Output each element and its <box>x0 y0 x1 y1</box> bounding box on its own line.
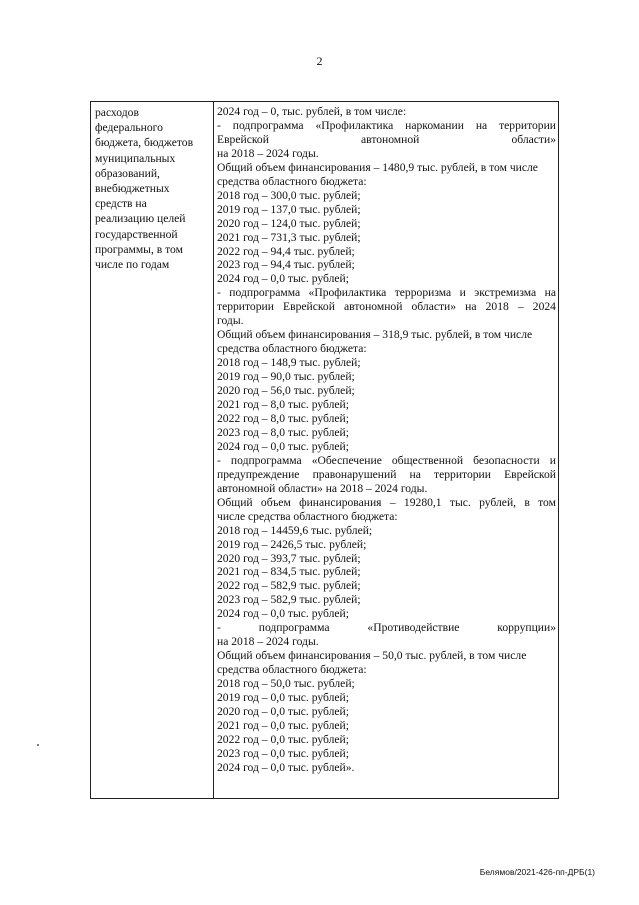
word: Еврейской <box>283 300 335 314</box>
word: – <box>517 300 524 314</box>
right-column-line: 2024 год – 0,0 тыс. рублей; <box>217 607 349 621</box>
left-column-line: государственной <box>95 227 178 241</box>
word: «Противодействие <box>367 621 460 635</box>
right-column-line: на 2018 – 2024 годы. <box>217 146 319 160</box>
word: в <box>524 495 530 509</box>
left-column-line: расходов <box>95 106 139 119</box>
right-column-line: 2024 год – 0,0 тыс. рублей; <box>217 439 349 453</box>
right-column-line: 2020 год – 393,7 тыс. рублей; <box>217 551 361 565</box>
word: на <box>544 286 556 300</box>
right-column-line: 2022 год – 0,0 тыс. рублей; <box>217 732 349 746</box>
left-column-line: средств на <box>95 197 147 211</box>
financing-table <box>90 101 559 799</box>
left-column-line: числе по годам <box>95 258 170 272</box>
right-column-line <box>217 286 556 300</box>
right-column-line: автономной области» на 2018 – 2024 годы. <box>217 481 428 495</box>
word: Еврейской <box>504 467 556 481</box>
word: рублей, <box>479 495 517 509</box>
right-column-line: 2020 год – 124,0 тыс. рублей; <box>217 216 361 230</box>
right-column-line <box>217 454 556 468</box>
word: финансирования <box>299 495 382 509</box>
word: на <box>475 118 488 132</box>
word: территории <box>217 300 274 314</box>
right-column-line: Общий объем финансирования – 318,9 тыс. рублей, в том числе <box>217 328 533 342</box>
right-column-line: 2022 год – 582,9 тыс. рублей; <box>217 579 361 593</box>
word: Общий <box>217 495 253 509</box>
word: коррупции» <box>497 621 556 635</box>
right-column-line: 2021 год – 834,5 тыс. рублей; <box>217 565 361 579</box>
word: области» <box>511 132 556 146</box>
right-column-line: 2020 год – 56,0 тыс. рублей; <box>217 384 355 398</box>
page-number: 2 <box>316 54 323 68</box>
right-column-line: средства областного бюджета: <box>217 663 367 677</box>
word: общественной <box>391 453 464 467</box>
word: территории <box>434 467 491 481</box>
left-column-line: программы, в том <box>95 242 183 256</box>
right-column-line: Общий объем финансирования – 50,0 тыс. рублей, в том числе <box>217 649 527 663</box>
word: терроризма <box>394 286 452 300</box>
word: - <box>217 286 221 300</box>
right-column-line: 2018 год – 14459,6 тыс. рублей; <box>217 523 373 537</box>
table-left-column <box>91 102 214 798</box>
word: 2018 <box>485 300 509 314</box>
right-column-line: 2024 год – 0, тыс. рублей, в том числе: <box>217 105 407 118</box>
right-column-line: Общий объем финансирования – 1480,9 тыс. рублей, в том числе <box>217 160 538 174</box>
right-column-line: годы. <box>217 314 244 328</box>
word: тыс. <box>449 495 471 509</box>
right-column-line <box>217 496 556 510</box>
right-column-line: 2024 год – 0,0 тыс. рублей; <box>217 272 349 286</box>
word: 2024 <box>532 300 556 314</box>
word: автономной <box>344 300 403 314</box>
right-column-line: 2020 год – 0,0 тыс. рублей; <box>217 704 349 718</box>
right-column-line <box>217 119 556 133</box>
right-column-line: средства областного бюджета: <box>217 174 367 188</box>
word: и <box>459 286 466 300</box>
word: территории <box>499 118 556 132</box>
right-column-line: 2021 год – 731,3 тыс. рублей; <box>217 230 361 244</box>
word: - <box>217 453 221 467</box>
left-column-line: образований, <box>95 166 160 180</box>
right-column-line: 2023 год – 94,4 тыс. рублей; <box>217 258 355 272</box>
word: подпрограмма <box>229 286 301 300</box>
right-column-line <box>217 133 556 147</box>
right-column-line: 2018 год – 148,9 тыс. рублей; <box>217 356 361 370</box>
word: предупреждение <box>217 467 300 481</box>
right-column-line <box>217 468 556 482</box>
right-column-line: на 2018 – 2024 годы. <box>217 635 319 649</box>
word: том <box>538 495 556 509</box>
left-column-line: федерального <box>95 121 163 135</box>
word: 19280,1 <box>403 495 442 509</box>
word: подпрограмма <box>232 118 304 132</box>
right-column-line: числе средства областного бюджета: <box>217 509 398 523</box>
right-column-line: 2019 год – 90,0 тыс. рублей; <box>217 370 355 384</box>
word: подпрограмма <box>258 621 330 635</box>
word: объем <box>260 495 291 509</box>
right-column-line: 2023 год – 0,0 тыс. рублей; <box>217 746 349 760</box>
word: наркомании <box>405 118 464 132</box>
scan-speck <box>37 744 39 746</box>
word: - <box>217 118 221 132</box>
right-column-line: 2021 год – 8,0 тыс. рублей; <box>217 398 349 412</box>
word: Еврейской <box>217 132 269 146</box>
right-column-line: 2023 год – 8,0 тыс. рублей; <box>217 425 349 439</box>
table-right-column <box>214 102 558 798</box>
word: - <box>217 621 221 635</box>
word: безопасности <box>473 453 540 467</box>
word: автономной <box>360 132 420 146</box>
right-column-line: 2024 год – 0,0 тыс. рублей». <box>217 760 355 774</box>
right-column-line: средства областного бюджета: <box>217 342 367 356</box>
right-column-line: 2019 год – 137,0 тыс. рублей; <box>217 202 361 216</box>
right-column-line: 2021 год – 0,0 тыс. рублей; <box>217 718 349 732</box>
word: на <box>465 300 477 314</box>
left-column-line: бюджета, бюджетов <box>95 136 194 150</box>
word: на <box>409 467 421 481</box>
word: области» <box>411 300 457 314</box>
right-column-line: 2019 год – 0,0 тыс. рублей; <box>217 691 349 705</box>
right-column-line: 2018 год – 50,0 тыс. рублей; <box>217 677 355 691</box>
right-column-line <box>217 621 556 635</box>
word: правонарушений <box>312 467 397 481</box>
document-reference: Белямов/2021-426-пп-ДРБ(1) <box>479 867 595 877</box>
left-column-line: муниципальных <box>95 151 176 165</box>
word: подпрограмма <box>230 453 302 467</box>
right-column-line: 2019 год – 2426,5 тыс. рублей; <box>217 537 367 551</box>
left-column-line: реализацию целей <box>95 212 186 226</box>
word: «Профилактика <box>315 118 394 132</box>
word: и <box>549 453 556 467</box>
right-column-line: 2022 год – 94,4 тыс. рублей; <box>217 244 355 258</box>
right-column-line <box>217 300 556 314</box>
right-column-line: 2023 год – 582,9 тыс. рублей; <box>217 593 361 607</box>
right-column-line: 2018 год – 300,0 тыс. рублей; <box>217 188 361 202</box>
word: «Профилактика <box>308 286 387 300</box>
word: – <box>389 495 396 509</box>
word: «Обеспечение <box>311 453 382 467</box>
left-column-line: внебюджетных <box>95 182 170 196</box>
right-column-line: 2022 год – 8,0 тыс. рублей; <box>217 411 349 425</box>
word: экстремизма <box>474 286 537 300</box>
